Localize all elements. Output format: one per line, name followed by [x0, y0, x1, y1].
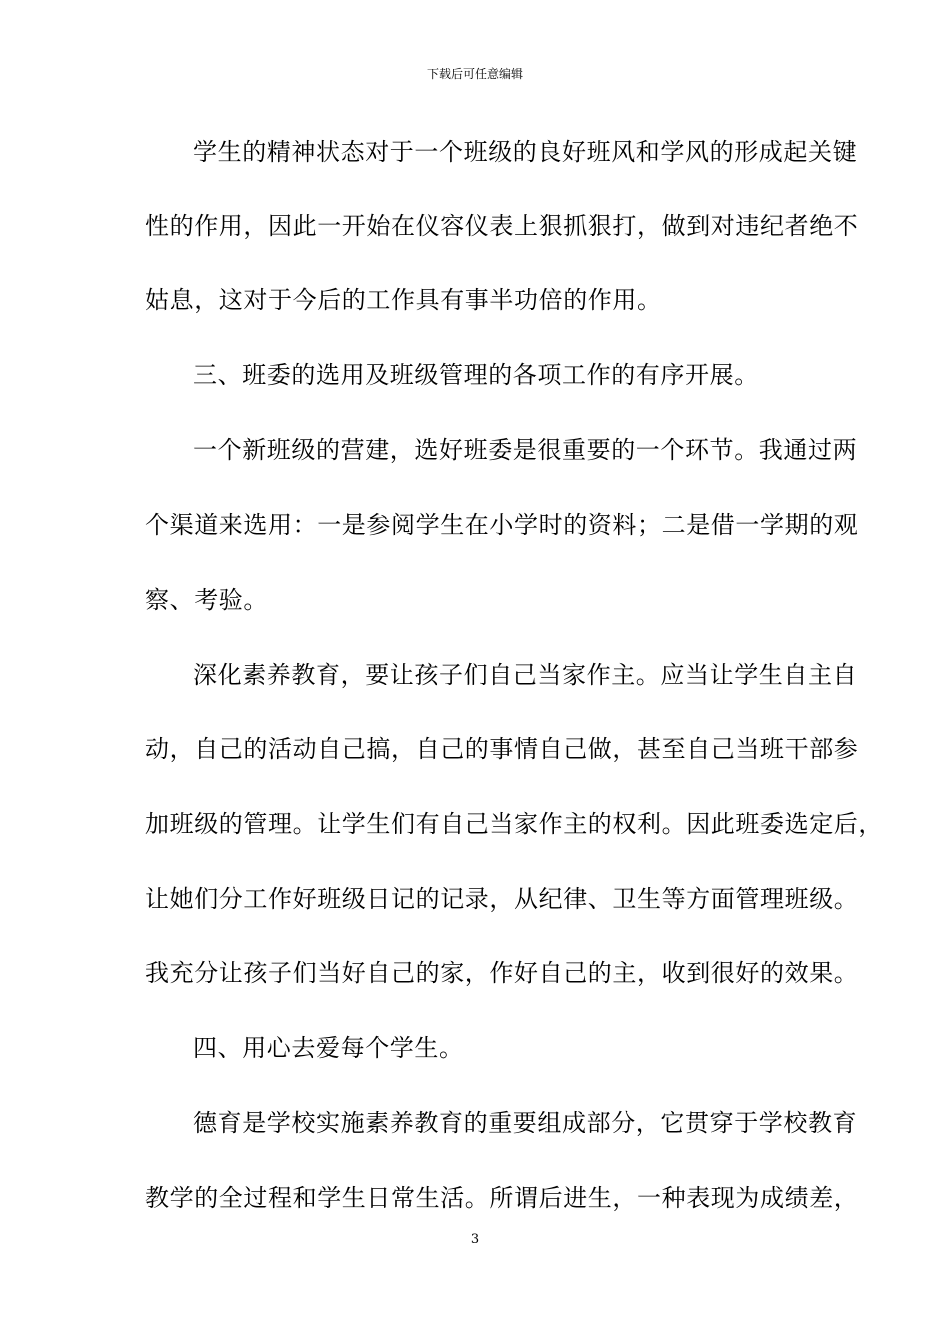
paragraph-line: 个渠道来选用：一是参阅学生在小学时的资料；二是借一学期的观 [145, 511, 859, 539]
paragraph-line: 加班级的管理。让学生们有自己当家作主的权利。因此班委选定后， [145, 810, 883, 838]
page-number: 3 [470, 1232, 480, 1247]
paragraph-line: 一个新班级的营建，选好班委是很重要的一个环节。我通过两 [193, 436, 858, 464]
paragraph-line: 深化素养教育，要让孩子们自己当家作主。应当让学生自主自 [193, 661, 858, 689]
section-heading: 三、班委的选用及班级管理的各项工作的有序开展。 [193, 361, 759, 389]
paragraph-line: 动，自己的活动自己搞，自己的事情自己做，甚至自己当班干部参 [145, 735, 859, 763]
paragraph-line: 察、考验。 [145, 586, 268, 614]
paragraph-line: 我充分让孩子们当好自己的家，作好自己的主，收到很好的效果。 [145, 959, 859, 987]
page-header: 下载后可任意编辑 [426, 67, 523, 81]
paragraph-line: 性的作用，因此一开始在仪容仪表上狠抓狠打，做到对违纪者绝不 [145, 212, 859, 240]
section-heading: 四、用心去爱每个学生。 [193, 1034, 464, 1062]
paragraph-line: 姑息，这对于今后的工作具有事半功倍的作用。 [145, 286, 662, 314]
paragraph-line: 教学的全过程和学生日常生活。所谓后进生，一种表现为成绩差， [145, 1184, 859, 1212]
paragraph-line: 让她们分工作好班级日记的记录，从纪律、卫生等方面管理班级。 [145, 885, 859, 913]
paragraph-line: 德育是学校实施素养教育的重要组成部分，它贯穿于学校教育 [193, 1109, 858, 1137]
paragraph-line: 学生的精神状态对于一个班级的良好班风和学风的形成起关键 [193, 138, 858, 166]
